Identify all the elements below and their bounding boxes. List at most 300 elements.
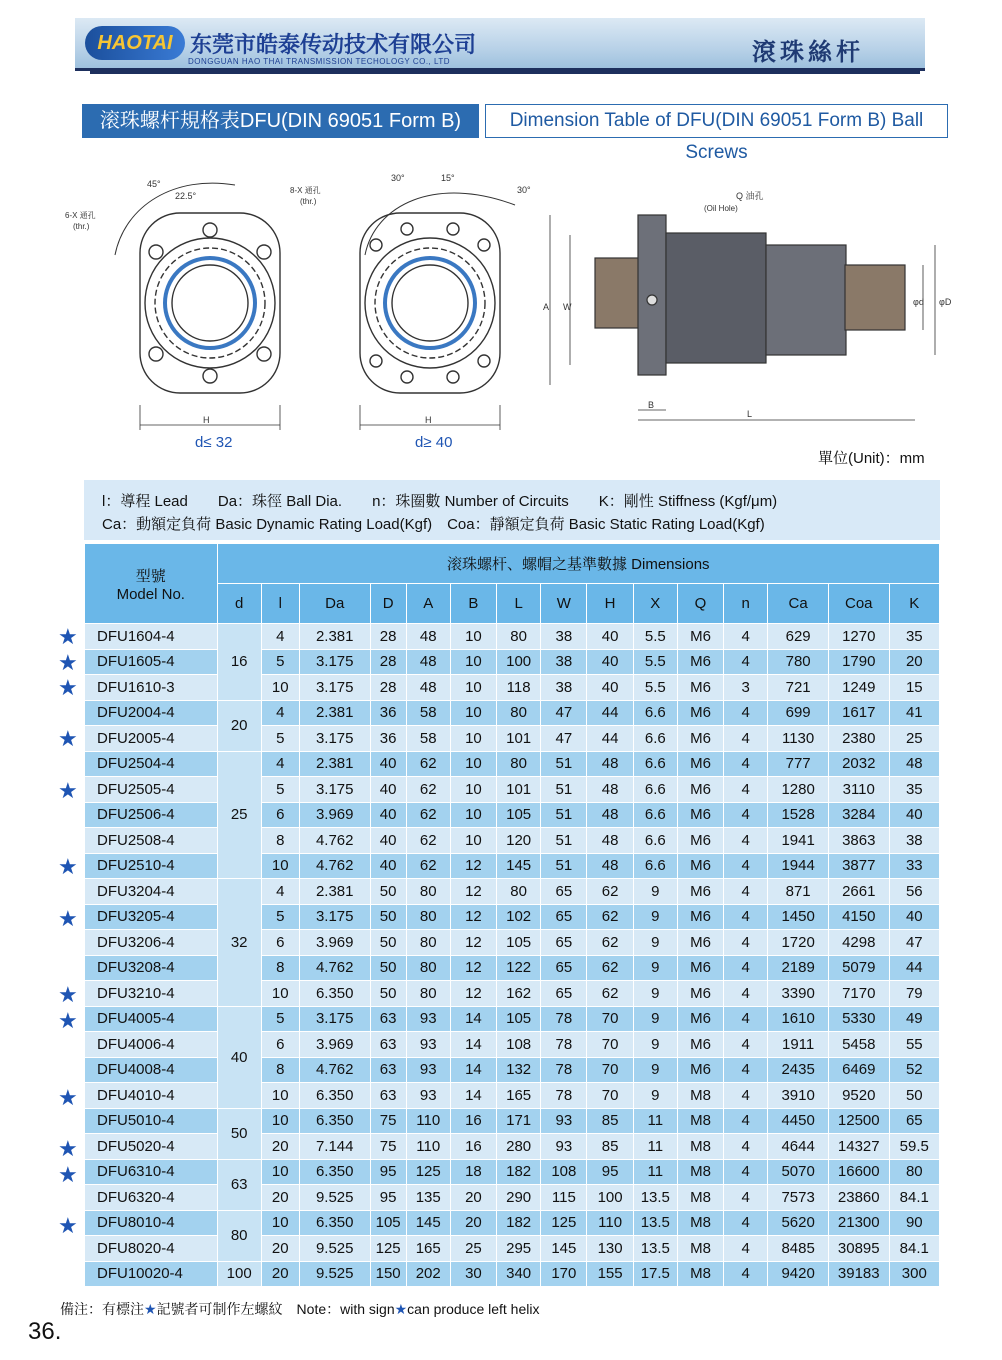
value-cell-l: 80 <box>497 879 541 905</box>
column-header-q: Q <box>677 584 723 624</box>
value-cell-l: 122 <box>497 955 541 981</box>
value-cell-n: 4 <box>724 1210 768 1236</box>
table-row <box>85 1185 940 1211</box>
d-cell: 100 <box>217 1261 261 1287</box>
value-cell-b: 10 <box>450 726 496 752</box>
d-cell: 16 <box>217 624 261 701</box>
value-cell-l: 105 <box>497 1006 541 1032</box>
value-cell-a: 125 <box>406 1159 450 1185</box>
value-cell-b: 20 <box>450 1210 496 1236</box>
value-cell-da: 9.525 <box>299 1261 370 1287</box>
column-header-d: d <box>217 584 261 624</box>
value-cell-k: 52 <box>889 1057 939 1083</box>
value-cell-x: 9 <box>633 879 677 905</box>
value-cell-w: 78 <box>541 1032 587 1058</box>
dim-h-middle: H <box>425 415 432 425</box>
value-cell-q: M8 <box>677 1261 723 1287</box>
model-cell: DFU6310-4 <box>85 1159 218 1185</box>
table-row <box>85 700 940 726</box>
value-cell-l: 10 <box>261 1159 299 1185</box>
value-cell-w: 38 <box>541 675 587 701</box>
value-cell-w: 65 <box>541 981 587 1007</box>
value-cell-da: 4.762 <box>299 1057 370 1083</box>
model-header <box>85 544 218 624</box>
flange-front-view-8-hole <box>360 193 515 430</box>
value-cell-b: 10 <box>450 777 496 803</box>
value-cell-h: 155 <box>587 1261 633 1287</box>
value-cell-ca: 871 <box>768 879 829 905</box>
value-cell-q: M6 <box>677 802 723 828</box>
angle-30-b: 30° <box>517 185 531 195</box>
table-row <box>85 853 940 879</box>
table-row <box>85 1159 940 1185</box>
column-header-coa: Coa <box>828 584 889 624</box>
value-cell-ca: 3390 <box>768 981 829 1007</box>
value-cell-h: 70 <box>587 1032 633 1058</box>
value-cell-ca: 2435 <box>768 1057 829 1083</box>
value-cell-w: 65 <box>541 930 587 956</box>
value-cell-x: 9 <box>633 1057 677 1083</box>
value-cell-coa: 4298 <box>828 930 889 956</box>
value-cell-n: 4 <box>724 1159 768 1185</box>
table-row <box>85 1134 940 1160</box>
value-cell-d: 50 <box>370 981 406 1007</box>
angle-30-a: 30° <box>391 173 405 183</box>
value-cell-x: 5.5 <box>633 649 677 675</box>
value-cell-b: 10 <box>450 751 496 777</box>
value-cell-n: 4 <box>724 1057 768 1083</box>
ball-nut-side-view <box>550 215 935 420</box>
table-row <box>85 802 940 828</box>
value-cell-a: 135 <box>406 1185 450 1211</box>
value-cell-n: 4 <box>724 879 768 905</box>
value-cell-q: M8 <box>677 1108 723 1134</box>
angle-15: 15° <box>441 173 455 183</box>
value-cell-q: M8 <box>677 1185 723 1211</box>
value-cell-x: 17.5 <box>633 1261 677 1287</box>
value-cell-h: 100 <box>587 1185 633 1211</box>
star-icon: ★ <box>58 1212 78 1238</box>
model-cell: DFU4005-4 <box>85 1006 218 1032</box>
value-cell-h: 62 <box>587 981 633 1007</box>
value-cell-h: 62 <box>587 904 633 930</box>
value-cell-d: 50 <box>370 930 406 956</box>
value-cell-coa: 2661 <box>828 879 889 905</box>
value-cell-b: 12 <box>450 930 496 956</box>
value-cell-d: 40 <box>370 777 406 803</box>
value-cell-b: 25 <box>450 1236 496 1262</box>
value-cell-da: 3.175 <box>299 649 370 675</box>
value-cell-ca: 9420 <box>768 1261 829 1287</box>
value-cell-coa: 1790 <box>828 649 889 675</box>
value-cell-d: 63 <box>370 1006 406 1032</box>
model-cell: DFU2505-4 <box>85 777 218 803</box>
column-header-l: L <box>497 584 541 624</box>
value-cell-da: 6.350 <box>299 1083 370 1109</box>
value-cell-x: 9 <box>633 904 677 930</box>
value-cell-b: 16 <box>450 1134 496 1160</box>
d-cell: 50 <box>217 1108 261 1159</box>
value-cell-k: 65 <box>889 1108 939 1134</box>
value-cell-n: 4 <box>724 904 768 930</box>
value-cell-h: 62 <box>587 955 633 981</box>
value-cell-coa: 2032 <box>828 751 889 777</box>
star-icon: ★ <box>58 1136 78 1161</box>
column-header-ca: Ca <box>768 584 829 624</box>
value-cell-q: M6 <box>677 879 723 905</box>
model-cell: DFU8020-4 <box>85 1236 218 1262</box>
value-cell-w: 51 <box>541 751 587 777</box>
value-cell-l: 8 <box>261 828 299 854</box>
value-cell-da: 6.350 <box>299 981 370 1007</box>
value-cell-l: 105 <box>497 802 541 828</box>
caption-d-ge-40: d≥ 40 <box>415 434 453 451</box>
value-cell-d: 95 <box>370 1185 406 1211</box>
value-cell-coa: 14327 <box>828 1134 889 1160</box>
value-cell-h: 40 <box>587 675 633 701</box>
value-cell-q: M6 <box>677 624 723 650</box>
value-cell-k: 48 <box>889 751 939 777</box>
table-row <box>85 1083 940 1109</box>
value-cell-ca: 1450 <box>768 904 829 930</box>
value-cell-x: 13.5 <box>633 1236 677 1262</box>
value-cell-l: 145 <box>497 853 541 879</box>
value-cell-ca: 2189 <box>768 955 829 981</box>
table-row <box>85 904 940 930</box>
model-cell: DFU2004-4 <box>85 700 218 726</box>
value-cell-x: 9 <box>633 930 677 956</box>
value-cell-q: M6 <box>677 1032 723 1058</box>
dim-l: L <box>747 409 753 419</box>
value-cell-q: M8 <box>677 1083 723 1109</box>
value-cell-q: M6 <box>677 955 723 981</box>
value-cell-coa: 7170 <box>828 981 889 1007</box>
value-cell-ca: 5620 <box>768 1210 829 1236</box>
value-cell-coa: 3284 <box>828 802 889 828</box>
column-header-h: H <box>587 584 633 624</box>
value-cell-l: 5 <box>261 726 299 752</box>
value-cell-a: 93 <box>406 1057 450 1083</box>
value-cell-da: 4.762 <box>299 828 370 854</box>
legend-line-1: l：導程 Lead Da：珠徑 Ball Dia. n：珠圈數 Number of Circuits K：剛性 Stiffness (Kgf/μm) <box>102 493 778 510</box>
dim-phi-D: φD <box>939 297 952 307</box>
value-cell-l: 20 <box>261 1185 299 1211</box>
note-prefix: 備注：有標注 <box>60 1301 144 1317</box>
value-cell-l: 5 <box>261 1006 299 1032</box>
value-cell-x: 9 <box>633 1006 677 1032</box>
value-cell-coa: 3863 <box>828 828 889 854</box>
value-cell-b: 18 <box>450 1159 496 1185</box>
value-cell-l: 20 <box>261 1236 299 1262</box>
oil-hole-label-en: (Oil Hole) <box>704 204 738 213</box>
table-row <box>85 1057 940 1083</box>
value-cell-n: 4 <box>724 649 768 675</box>
value-cell-w: 125 <box>541 1210 587 1236</box>
star-icon: ★ <box>58 982 78 1008</box>
column-header-k: K <box>889 584 939 624</box>
value-cell-b: 12 <box>450 981 496 1007</box>
d-cell: 63 <box>217 1159 261 1210</box>
value-cell-l: 20 <box>261 1134 299 1160</box>
value-cell-h: 44 <box>587 726 633 752</box>
table-row <box>85 930 940 956</box>
value-cell-ca: 4644 <box>768 1134 829 1160</box>
value-cell-b: 14 <box>450 1083 496 1109</box>
value-cell-l: 101 <box>497 777 541 803</box>
model-cell: DFU4010-4 <box>85 1083 218 1109</box>
d-cell: 20 <box>217 700 261 751</box>
value-cell-a: 62 <box>406 853 450 879</box>
value-cell-l: 5 <box>261 649 299 675</box>
table-row <box>85 675 940 701</box>
value-cell-k: 84.1 <box>889 1236 939 1262</box>
table-row <box>85 955 940 981</box>
value-cell-k: 90 <box>889 1210 939 1236</box>
value-cell-q: M6 <box>677 1006 723 1032</box>
value-cell-d: 40 <box>370 751 406 777</box>
value-cell-w: 78 <box>541 1006 587 1032</box>
value-cell-x: 6.6 <box>633 777 677 803</box>
value-cell-n: 4 <box>724 802 768 828</box>
value-cell-d: 40 <box>370 828 406 854</box>
value-cell-b: 10 <box>450 802 496 828</box>
page-number: 36. <box>28 1318 62 1345</box>
value-cell-d: 36 <box>370 726 406 752</box>
column-header-n: n <box>724 584 768 624</box>
table-row <box>85 1236 940 1262</box>
value-cell-da: 6.350 <box>299 1108 370 1134</box>
note-star-icon: ★ <box>144 1301 157 1317</box>
value-cell-x: 6.6 <box>633 700 677 726</box>
value-cell-k: 49 <box>889 1006 939 1032</box>
value-cell-n: 4 <box>724 828 768 854</box>
value-cell-coa: 39183 <box>828 1261 889 1287</box>
value-cell-h: 48 <box>587 828 633 854</box>
value-cell-n: 4 <box>724 726 768 752</box>
value-cell-da: 2.381 <box>299 700 370 726</box>
value-cell-d: 50 <box>370 955 406 981</box>
value-cell-coa: 2380 <box>828 726 889 752</box>
value-cell-ca: 721 <box>768 675 829 701</box>
value-cell-l: 100 <box>497 649 541 675</box>
value-cell-h: 48 <box>587 751 633 777</box>
value-cell-da: 3.175 <box>299 904 370 930</box>
value-cell-k: 41 <box>889 700 939 726</box>
table-row <box>85 828 940 854</box>
value-cell-l: 182 <box>497 1210 541 1236</box>
model-cell: DFU3210-4 <box>85 981 218 1007</box>
value-cell-x: 11 <box>633 1134 677 1160</box>
value-cell-coa: 21300 <box>828 1210 889 1236</box>
hole-label-8x: 8-X 通孔 <box>290 186 321 195</box>
flange-front-view-6-hole <box>115 183 280 430</box>
value-cell-x: 9 <box>633 1083 677 1109</box>
value-cell-a: 62 <box>406 802 450 828</box>
value-cell-d: 40 <box>370 853 406 879</box>
value-cell-q: M8 <box>677 1210 723 1236</box>
star-icon: ★ <box>58 675 78 701</box>
value-cell-ca: 7573 <box>768 1185 829 1211</box>
value-cell-coa: 30895 <box>828 1236 889 1262</box>
value-cell-l: 290 <box>497 1185 541 1211</box>
value-cell-b: 10 <box>450 675 496 701</box>
value-cell-w: 51 <box>541 828 587 854</box>
value-cell-a: 80 <box>406 904 450 930</box>
note-suffix: can produce left helix <box>407 1301 540 1317</box>
value-cell-coa: 5458 <box>828 1032 889 1058</box>
value-cell-da: 9.525 <box>299 1236 370 1262</box>
value-cell-da: 3.969 <box>299 930 370 956</box>
value-cell-ca: 1944 <box>768 853 829 879</box>
value-cell-k: 40 <box>889 802 939 828</box>
model-cell: DFU1604-4 <box>85 624 218 650</box>
value-cell-w: 47 <box>541 700 587 726</box>
page-category-tag: 滾珠絲杆 <box>752 39 864 66</box>
model-cell: DFU1605-4 <box>85 649 218 675</box>
value-cell-n: 4 <box>724 1083 768 1109</box>
value-cell-q: M6 <box>677 930 723 956</box>
title-bar <box>82 104 948 163</box>
value-cell-q: M8 <box>677 1159 723 1185</box>
value-cell-w: 51 <box>541 802 587 828</box>
value-cell-a: 58 <box>406 700 450 726</box>
value-cell-n: 4 <box>724 1236 768 1262</box>
value-cell-n: 4 <box>724 853 768 879</box>
value-cell-a: 110 <box>406 1134 450 1160</box>
company-logo: HAOTAI <box>85 26 185 60</box>
column-header-w: W <box>541 584 587 624</box>
table-row <box>85 1006 940 1032</box>
d-cell: 25 <box>217 751 261 879</box>
value-cell-a: 62 <box>406 751 450 777</box>
value-cell-n: 4 <box>724 981 768 1007</box>
model-cell: DFU6320-4 <box>85 1185 218 1211</box>
model-cell: DFU3206-4 <box>85 930 218 956</box>
value-cell-x: 13.5 <box>633 1210 677 1236</box>
value-cell-l: 8 <box>261 955 299 981</box>
value-cell-l: 6 <box>261 1032 299 1058</box>
star-icon: ★ <box>58 726 78 752</box>
dimensions-header: 滚珠螺杆、螺帽之基準數據 Dimensions <box>217 544 939 584</box>
value-cell-w: 93 <box>541 1134 587 1160</box>
model-cell: DFU1610-3 <box>85 675 218 701</box>
value-cell-k: 15 <box>889 675 939 701</box>
value-cell-x: 9 <box>633 981 677 1007</box>
value-cell-ca: 1610 <box>768 1006 829 1032</box>
value-cell-k: 59.5 <box>889 1134 939 1160</box>
table-row <box>85 624 940 650</box>
value-cell-q: M6 <box>677 853 723 879</box>
left-helix-marks <box>56 622 86 1287</box>
value-cell-b: 12 <box>450 879 496 905</box>
value-cell-n: 4 <box>724 1261 768 1287</box>
value-cell-q: M6 <box>677 675 723 701</box>
table-row <box>85 726 940 752</box>
value-cell-b: 10 <box>450 649 496 675</box>
model-cell: DFU5020-4 <box>85 1134 218 1160</box>
value-cell-da: 3.175 <box>299 1006 370 1032</box>
value-cell-ca: 699 <box>768 700 829 726</box>
value-cell-coa: 5079 <box>828 955 889 981</box>
value-cell-l: 80 <box>497 624 541 650</box>
value-cell-w: 51 <box>541 853 587 879</box>
value-cell-coa: 23860 <box>828 1185 889 1211</box>
technical-drawings <box>55 165 955 455</box>
value-cell-a: 58 <box>406 726 450 752</box>
value-cell-da: 2.381 <box>299 624 370 650</box>
value-cell-w: 170 <box>541 1261 587 1287</box>
angle-45: 45° <box>147 179 161 189</box>
value-cell-l: 10 <box>261 1108 299 1134</box>
value-cell-l: 101 <box>497 726 541 752</box>
value-cell-ca: 780 <box>768 649 829 675</box>
value-cell-a: 48 <box>406 649 450 675</box>
star-icon: ★ <box>58 649 78 675</box>
value-cell-ca: 8485 <box>768 1236 829 1262</box>
value-cell-da: 4.762 <box>299 955 370 981</box>
value-cell-l: 162 <box>497 981 541 1007</box>
value-cell-n: 4 <box>724 955 768 981</box>
value-cell-ca: 1911 <box>768 1032 829 1058</box>
value-cell-l: 4 <box>261 624 299 650</box>
value-cell-l: 10 <box>261 1210 299 1236</box>
hole-label-6x-thr: (thr.) <box>73 222 90 231</box>
value-cell-b: 30 <box>450 1261 496 1287</box>
value-cell-x: 9 <box>633 1032 677 1058</box>
value-cell-l: 165 <box>497 1083 541 1109</box>
model-cell: DFU8010-4 <box>85 1210 218 1236</box>
company-name-cn: 东莞市皓泰传动技术有限公司 <box>190 32 477 57</box>
value-cell-l: 5 <box>261 904 299 930</box>
value-cell-b: 10 <box>450 828 496 854</box>
value-cell-k: 84.1 <box>889 1185 939 1211</box>
value-cell-ca: 3910 <box>768 1083 829 1109</box>
value-cell-a: 48 <box>406 675 450 701</box>
value-cell-n: 4 <box>724 700 768 726</box>
value-cell-d: 75 <box>370 1108 406 1134</box>
value-cell-a: 93 <box>406 1032 450 1058</box>
star-icon: ★ <box>58 854 78 880</box>
value-cell-a: 165 <box>406 1236 450 1262</box>
value-cell-k: 20 <box>889 649 939 675</box>
value-cell-l: 10 <box>261 981 299 1007</box>
value-cell-w: 145 <box>541 1236 587 1262</box>
value-cell-ca: 1130 <box>768 726 829 752</box>
value-cell-n: 4 <box>724 1134 768 1160</box>
value-cell-h: 48 <box>587 777 633 803</box>
value-cell-d: 63 <box>370 1032 406 1058</box>
value-cell-ca: 5070 <box>768 1159 829 1185</box>
value-cell-q: M6 <box>677 751 723 777</box>
value-cell-w: 65 <box>541 955 587 981</box>
table-row <box>85 879 940 905</box>
value-cell-coa: 3877 <box>828 853 889 879</box>
value-cell-w: 78 <box>541 1083 587 1109</box>
value-cell-w: 115 <box>541 1185 587 1211</box>
dim-h-left: H <box>203 415 210 425</box>
value-cell-a: 80 <box>406 879 450 905</box>
value-cell-coa: 1270 <box>828 624 889 650</box>
dim-a: A <box>543 302 550 312</box>
star-icon: ★ <box>58 1008 78 1033</box>
value-cell-w: 78 <box>541 1057 587 1083</box>
value-cell-x: 5.5 <box>633 675 677 701</box>
column-header-d: D <box>370 584 406 624</box>
table-row <box>85 1210 940 1236</box>
value-cell-w: 65 <box>541 879 587 905</box>
value-cell-x: 6.6 <box>633 802 677 828</box>
value-cell-l: 120 <box>497 828 541 854</box>
